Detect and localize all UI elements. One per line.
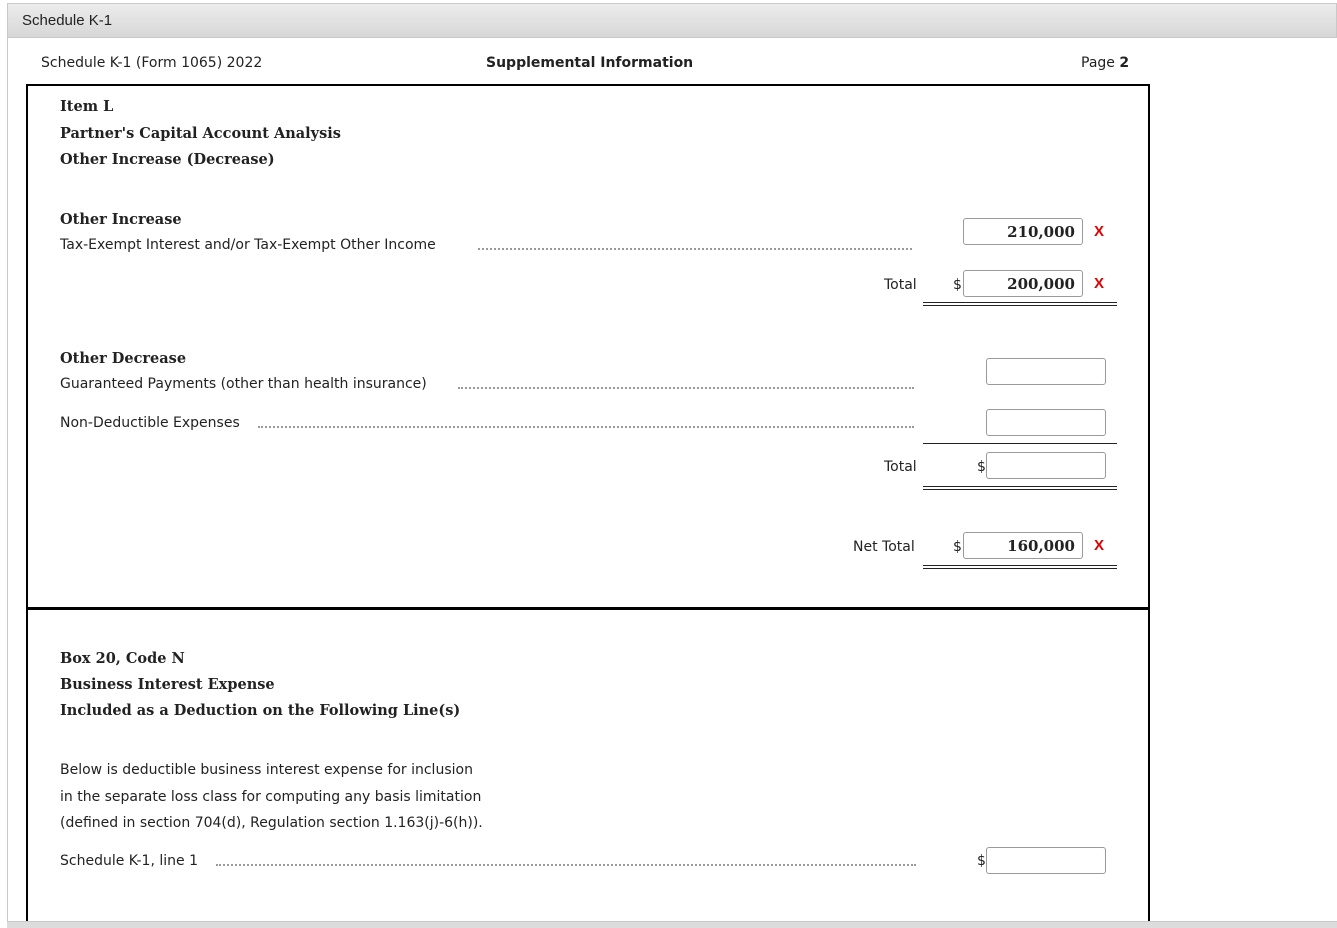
double-underline bbox=[923, 302, 1117, 306]
window-title: Schedule K-1 bbox=[7, 3, 1337, 38]
incorrect-mark-icon: X bbox=[1094, 275, 1105, 292]
currency-symbol: $ bbox=[953, 539, 962, 555]
tax-exempt-interest-input[interactable]: 210,000 bbox=[963, 218, 1083, 245]
description-line: (defined in section 704(d), Regulation section 1.163(j)-6(h)). bbox=[60, 815, 483, 831]
double-underline bbox=[923, 486, 1117, 490]
other-increase-label: Other Increase bbox=[60, 211, 182, 228]
guaranteed-payments-label: Guaranteed Payments (other than health insurance) bbox=[60, 376, 427, 392]
other-decrease-label: Other Decrease bbox=[60, 350, 187, 367]
page-label: Page bbox=[1081, 55, 1115, 71]
net-total-input[interactable]: 160,000 bbox=[963, 532, 1083, 559]
other-increase-decrease-heading: Other Increase (Decrease) bbox=[60, 151, 275, 168]
horizontal-scrollbar[interactable] bbox=[7, 921, 1337, 928]
guaranteed-payments-input[interactable] bbox=[986, 358, 1106, 385]
currency-symbol: $ bbox=[977, 853, 986, 869]
non-deductible-expenses-input[interactable] bbox=[986, 409, 1106, 436]
incorrect-mark-icon: X bbox=[1094, 537, 1105, 554]
currency-symbol: $ bbox=[953, 277, 962, 293]
increase-total-input[interactable]: 200,000 bbox=[963, 270, 1083, 297]
business-interest-heading: Business Interest Expense bbox=[60, 676, 275, 693]
k1-line-1-input[interactable] bbox=[986, 847, 1106, 874]
description-line: in the separate loss class for computing any basis limitation bbox=[60, 789, 482, 805]
section-title: Supplemental Information bbox=[486, 55, 694, 71]
box-20-heading: Box 20, Code N bbox=[60, 650, 185, 667]
decrease-total-label: Total bbox=[884, 459, 917, 475]
form-name: Schedule K-1 (Form 1065) 2022 bbox=[41, 55, 263, 71]
item-l-heading: Item L bbox=[60, 98, 114, 115]
increase-total-label: Total bbox=[884, 277, 917, 293]
currency-symbol: $ bbox=[977, 459, 986, 475]
deduction-lines-heading: Included as a Deduction on the Following Line(s) bbox=[60, 702, 461, 719]
k1-line-1-label: Schedule K-1, line 1 bbox=[60, 853, 198, 869]
decrease-total-input[interactable] bbox=[986, 452, 1106, 479]
incorrect-mark-icon: X bbox=[1094, 223, 1105, 240]
dot-leader bbox=[458, 375, 914, 389]
dot-leader bbox=[258, 414, 914, 428]
tax-exempt-interest-label: Tax-Exempt Interest and/or Tax-Exempt Other Income bbox=[60, 237, 436, 253]
double-underline bbox=[923, 565, 1117, 569]
page-number: 2 bbox=[1119, 55, 1130, 71]
non-deductible-expenses-label: Non-Deductible Expenses bbox=[60, 415, 240, 431]
subtotal-rule bbox=[923, 443, 1117, 444]
dot-leader bbox=[478, 236, 912, 250]
description-line: Below is deductible business interest expense for inclusion bbox=[60, 762, 473, 778]
dot-leader bbox=[216, 852, 916, 866]
page-indicator bbox=[1081, 55, 1129, 71]
net-total-label: Net Total bbox=[853, 539, 915, 555]
capital-account-heading: Partner's Capital Account Analysis bbox=[60, 125, 341, 142]
